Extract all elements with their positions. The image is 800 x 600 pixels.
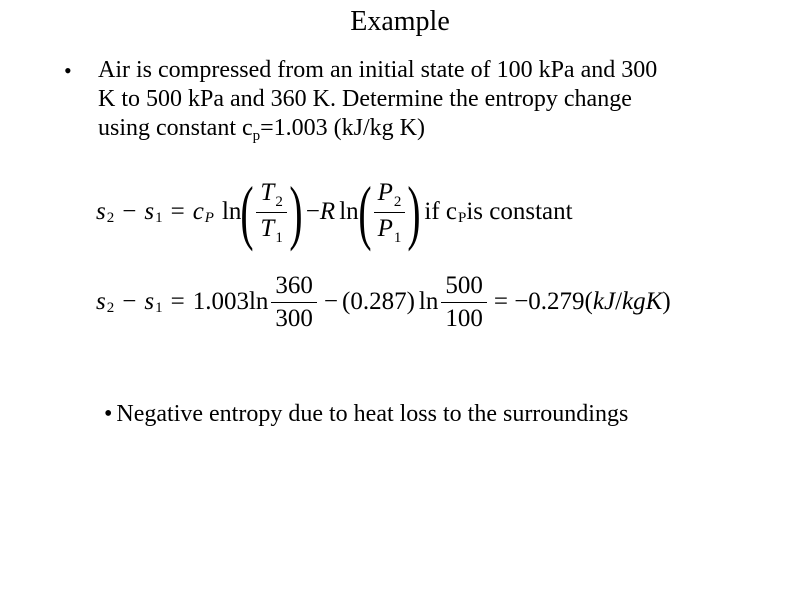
eq1-s2: s	[96, 198, 106, 225]
eq1-c: c	[192, 198, 204, 225]
note-bullet-icon: •	[104, 401, 113, 427]
eq1-c-sub: P	[204, 209, 214, 226]
eq2-s1-sub: 1	[155, 299, 163, 316]
eq1-minus-2: −	[305, 198, 320, 225]
bullet-icon: •	[64, 58, 72, 83]
eq2-num-1: 360	[275, 271, 313, 299]
problem-line-2: K to 500 kPa and 360 K. Determine the entropy change	[98, 86, 632, 112]
eq1-s1-sub: 1	[155, 209, 163, 226]
eq2-close: )	[662, 288, 671, 315]
problem-line-3-prefix: using constant c	[98, 115, 253, 141]
slide-title: Example	[350, 6, 450, 37]
eq2-units-kJ: kJ	[592, 288, 616, 315]
eq2-cp-ln: 1.003ln	[192, 288, 269, 315]
eq1-ln-1: ln	[221, 198, 242, 225]
eq2-result: = −0.279(	[493, 288, 593, 315]
eq1-T2-sub: 2	[275, 193, 283, 210]
conclusion-note	[104, 399, 628, 429]
eq2-equals: =	[170, 288, 185, 315]
eq2-s1: s	[144, 288, 155, 315]
eq2-den-2: 100	[441, 302, 487, 333]
entropy-calculation	[96, 262, 671, 342]
problem-statement	[64, 56, 724, 143]
eq1-ln-2: ln	[339, 198, 359, 225]
problem-text	[98, 56, 724, 143]
eq1-P2: P	[377, 178, 393, 206]
eq2-ln: ln	[418, 288, 439, 315]
eq1-equals: =	[170, 198, 185, 225]
eq2-units-K: K	[645, 288, 663, 315]
eq2-units-slash: /	[615, 288, 623, 315]
eq2-minus-2: −	[323, 288, 338, 315]
eq1-pressure-ratio	[374, 179, 406, 246]
problem-line-3-suffix: =1.003 (kJ/kg K)	[260, 115, 425, 141]
eq1-s1: s	[144, 198, 155, 225]
eq2-r-term: (0.287)	[342, 288, 415, 315]
eq1-s2-sub: 2	[106, 209, 115, 226]
eq2-num-2: 500	[445, 271, 483, 299]
problem-line-3-sub: p	[252, 128, 261, 144]
eq1-condition-suffix: is constant	[466, 198, 573, 225]
eq1-P2-sub: 2	[393, 193, 402, 210]
eq1-P1-sub: 1	[393, 229, 402, 246]
eq2-minus: −	[122, 288, 137, 315]
eq1-lparen-1: (	[240, 172, 255, 252]
eq1-T2: T	[260, 178, 275, 206]
eq1-T1-sub: 1	[275, 229, 283, 246]
entropy-formula	[96, 168, 573, 256]
eq1-condition-prefix: if c	[424, 198, 458, 225]
eq2-temp-ratio	[271, 272, 317, 333]
eq2-pressure-ratio	[441, 272, 487, 333]
eq1-rparen-1: )	[289, 172, 303, 252]
note-text: Negative entropy due to heat loss to the surroundings	[116, 401, 629, 427]
problem-line-1: Air is compressed from an initial state of 100 kPa and 300	[98, 57, 658, 83]
eq2-units-kg: kg	[622, 288, 646, 315]
eq1-P1: P	[377, 214, 393, 242]
eq1-R: R	[319, 198, 336, 225]
eq1-rparen-2: )	[407, 172, 421, 252]
eq1-condition-sub: P	[458, 209, 467, 226]
eq2-den-1: 300	[271, 302, 317, 333]
eq1-lparen-2: (	[358, 172, 372, 252]
eq2-s2: s	[96, 288, 106, 315]
eq1-minus: −	[122, 198, 137, 225]
eq1-temp-ratio	[256, 179, 286, 246]
eq2-s2-sub: 2	[106, 299, 115, 316]
eq1-T1: T	[260, 214, 275, 242]
